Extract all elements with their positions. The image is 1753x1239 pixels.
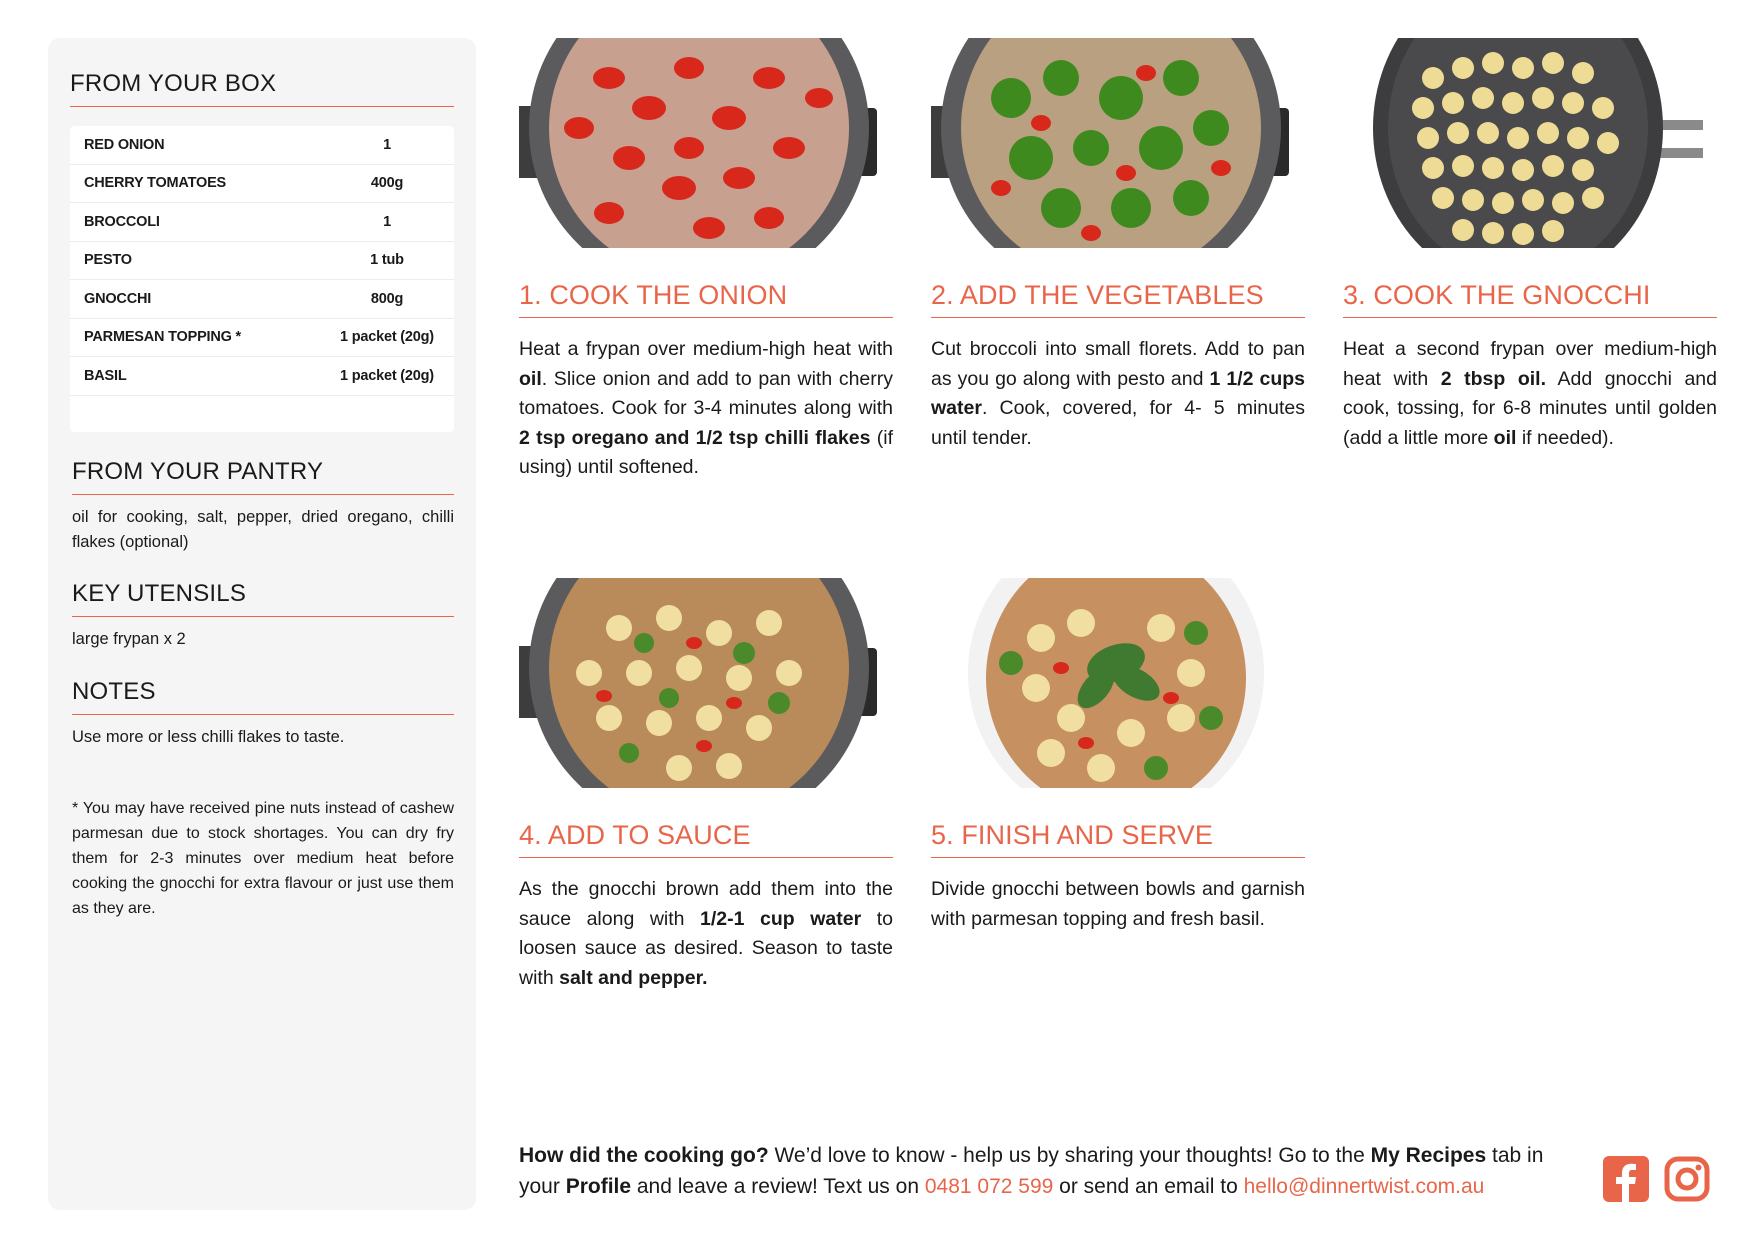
- from-your-box-heading: FROM YOUR BOX: [70, 70, 454, 107]
- text-run: and leave a review! Text us on: [631, 1175, 925, 1198]
- text-run: Profile: [565, 1175, 632, 1198]
- ingredient-qty: 1: [383, 136, 391, 153]
- ingredient-name: PESTO: [84, 252, 132, 269]
- ingredient-row: [70, 280, 454, 319]
- text-run: Add gnocchi and cook, tossing, for 6-8 minutes until golden (add a little more: [1343, 367, 1718, 449]
- ingredient-row: [70, 319, 454, 358]
- text-run: hello@dinnertwist.com.au: [1243, 1175, 1485, 1198]
- text-run: Heat a second frypan over medium-high heat with: [1343, 338, 1717, 390]
- instagram-icon[interactable]: [1664, 1156, 1710, 1202]
- text-run: 2 tsp oregano and 1/2 tsp chilli flakes: [519, 426, 871, 449]
- text-run: . Cook, covered, for 4- 5 minutes until tender.: [931, 397, 1305, 449]
- text-run: oil: [1493, 426, 1517, 449]
- ingredient-name: PARMESAN TOPPING *: [84, 329, 241, 346]
- ingredient-qty: 400g: [370, 175, 404, 192]
- step-1-title: 1. COOK THE ONION: [519, 280, 893, 318]
- from-your-pantry-heading: FROM YOUR PANTRY: [72, 458, 454, 495]
- text-run: Divide gnocchi between bowls and garnish with parmesan topping and fresh basil.: [931, 878, 1305, 930]
- ingredient-qty: 1 packet (20g): [340, 367, 434, 384]
- text-run: We’d love to know - help us by sharing your thoughts! Go to the: [768, 1144, 1371, 1167]
- text-run: if needed).: [1516, 426, 1614, 449]
- step-3-title: 3. COOK THE GNOCCHI: [1343, 280, 1717, 318]
- text-run: 2 tbsp oil.: [1440, 367, 1546, 390]
- ingredient-qty: 1 tub: [370, 252, 404, 269]
- text-run: 1/2-1 cup water: [700, 907, 862, 930]
- step-2-title: 2. ADD THE VEGETABLES: [931, 280, 1305, 318]
- ingredient-name: RED ONION: [84, 136, 165, 153]
- ingredient-qty: 1 packet (20g): [340, 329, 434, 346]
- ingredient-row: [70, 126, 454, 165]
- ingredient-qty: 800g: [370, 290, 404, 307]
- text-run: Cut broccoli into small florets. Add to pan as you go along with pesto and: [931, 338, 1305, 390]
- ingredient-qty: 1: [383, 213, 391, 230]
- ingredient-name: BASIL: [84, 367, 127, 384]
- text-run: to loosen sauce as desired. Season to taste with: [519, 907, 893, 989]
- text-run: As the gnocchi brown add them into the sauce along with: [519, 878, 893, 930]
- ingredient-name: GNOCCHI: [84, 290, 152, 307]
- notes-heading: NOTES: [72, 678, 454, 715]
- text-run: oil: [519, 367, 542, 390]
- ingredient-row: [70, 242, 454, 281]
- utensils-text: large frypan x 2: [72, 630, 186, 648]
- text-run: salt and pepper.: [559, 966, 708, 989]
- step-1-photo: [519, 38, 879, 248]
- notes-text: Use more or less chilli flakes to taste.: [72, 728, 345, 746]
- ingredient-row: [70, 165, 454, 204]
- key-utensils-heading: KEY UTENSILS: [72, 580, 454, 617]
- text-run: 0481 072 599: [924, 1175, 1054, 1198]
- step-2-photo: [931, 38, 1291, 248]
- review-prompt: [519, 1140, 1579, 1202]
- step-5-title: 5. FINISH AND SERVE: [931, 820, 1305, 858]
- text-run: My Recipes: [1370, 1144, 1487, 1167]
- text-run: Heat a frypan over medium-high heat with: [519, 338, 893, 360]
- ingredient-name: CHERRY TOMATOES: [84, 175, 227, 192]
- step-2-text: [931, 335, 1305, 453]
- ingredient-row: [70, 357, 454, 396]
- ingredient-row: [70, 203, 454, 242]
- step-5-text: [931, 875, 1305, 934]
- step-5-photo: [931, 578, 1291, 788]
- ingredient-name: BROCCOLI: [84, 213, 160, 230]
- facebook-icon[interactable]: [1603, 1156, 1649, 1202]
- text-run: How did the cooking go?: [519, 1144, 769, 1167]
- footnote-text: * You may have received pine nuts instead of cashew parmesan due to stock shortages. You can dry fry them for 2-3 minutes over medium heat before cooking the gnocchi for extra flavour or just use them as they are.: [72, 800, 454, 917]
- text-run: or send an email to: [1053, 1175, 1244, 1198]
- step-3-photo: [1343, 38, 1703, 248]
- pantry-text: oil for cooking, salt, pepper, dried oregano, chilli flakes (optional): [72, 508, 454, 551]
- sidebar-panel: [48, 38, 476, 1210]
- step-3-text: [1343, 335, 1717, 453]
- step-4-text: [519, 875, 893, 993]
- step-4-title: 4. ADD TO SAUCE: [519, 820, 893, 858]
- text-run: (if using) until softened.: [519, 426, 893, 478]
- text-run: tab in your: [519, 1144, 1544, 1198]
- step-1-text: [519, 335, 893, 483]
- text-run: 1 1/2 cups water: [931, 367, 1305, 419]
- step-4-photo: [519, 578, 879, 788]
- ingredients-table: [70, 126, 454, 432]
- text-run: . Slice onion and add to pan with cherry tomatoes. Cook for 3-4 minutes along with: [519, 367, 893, 419]
